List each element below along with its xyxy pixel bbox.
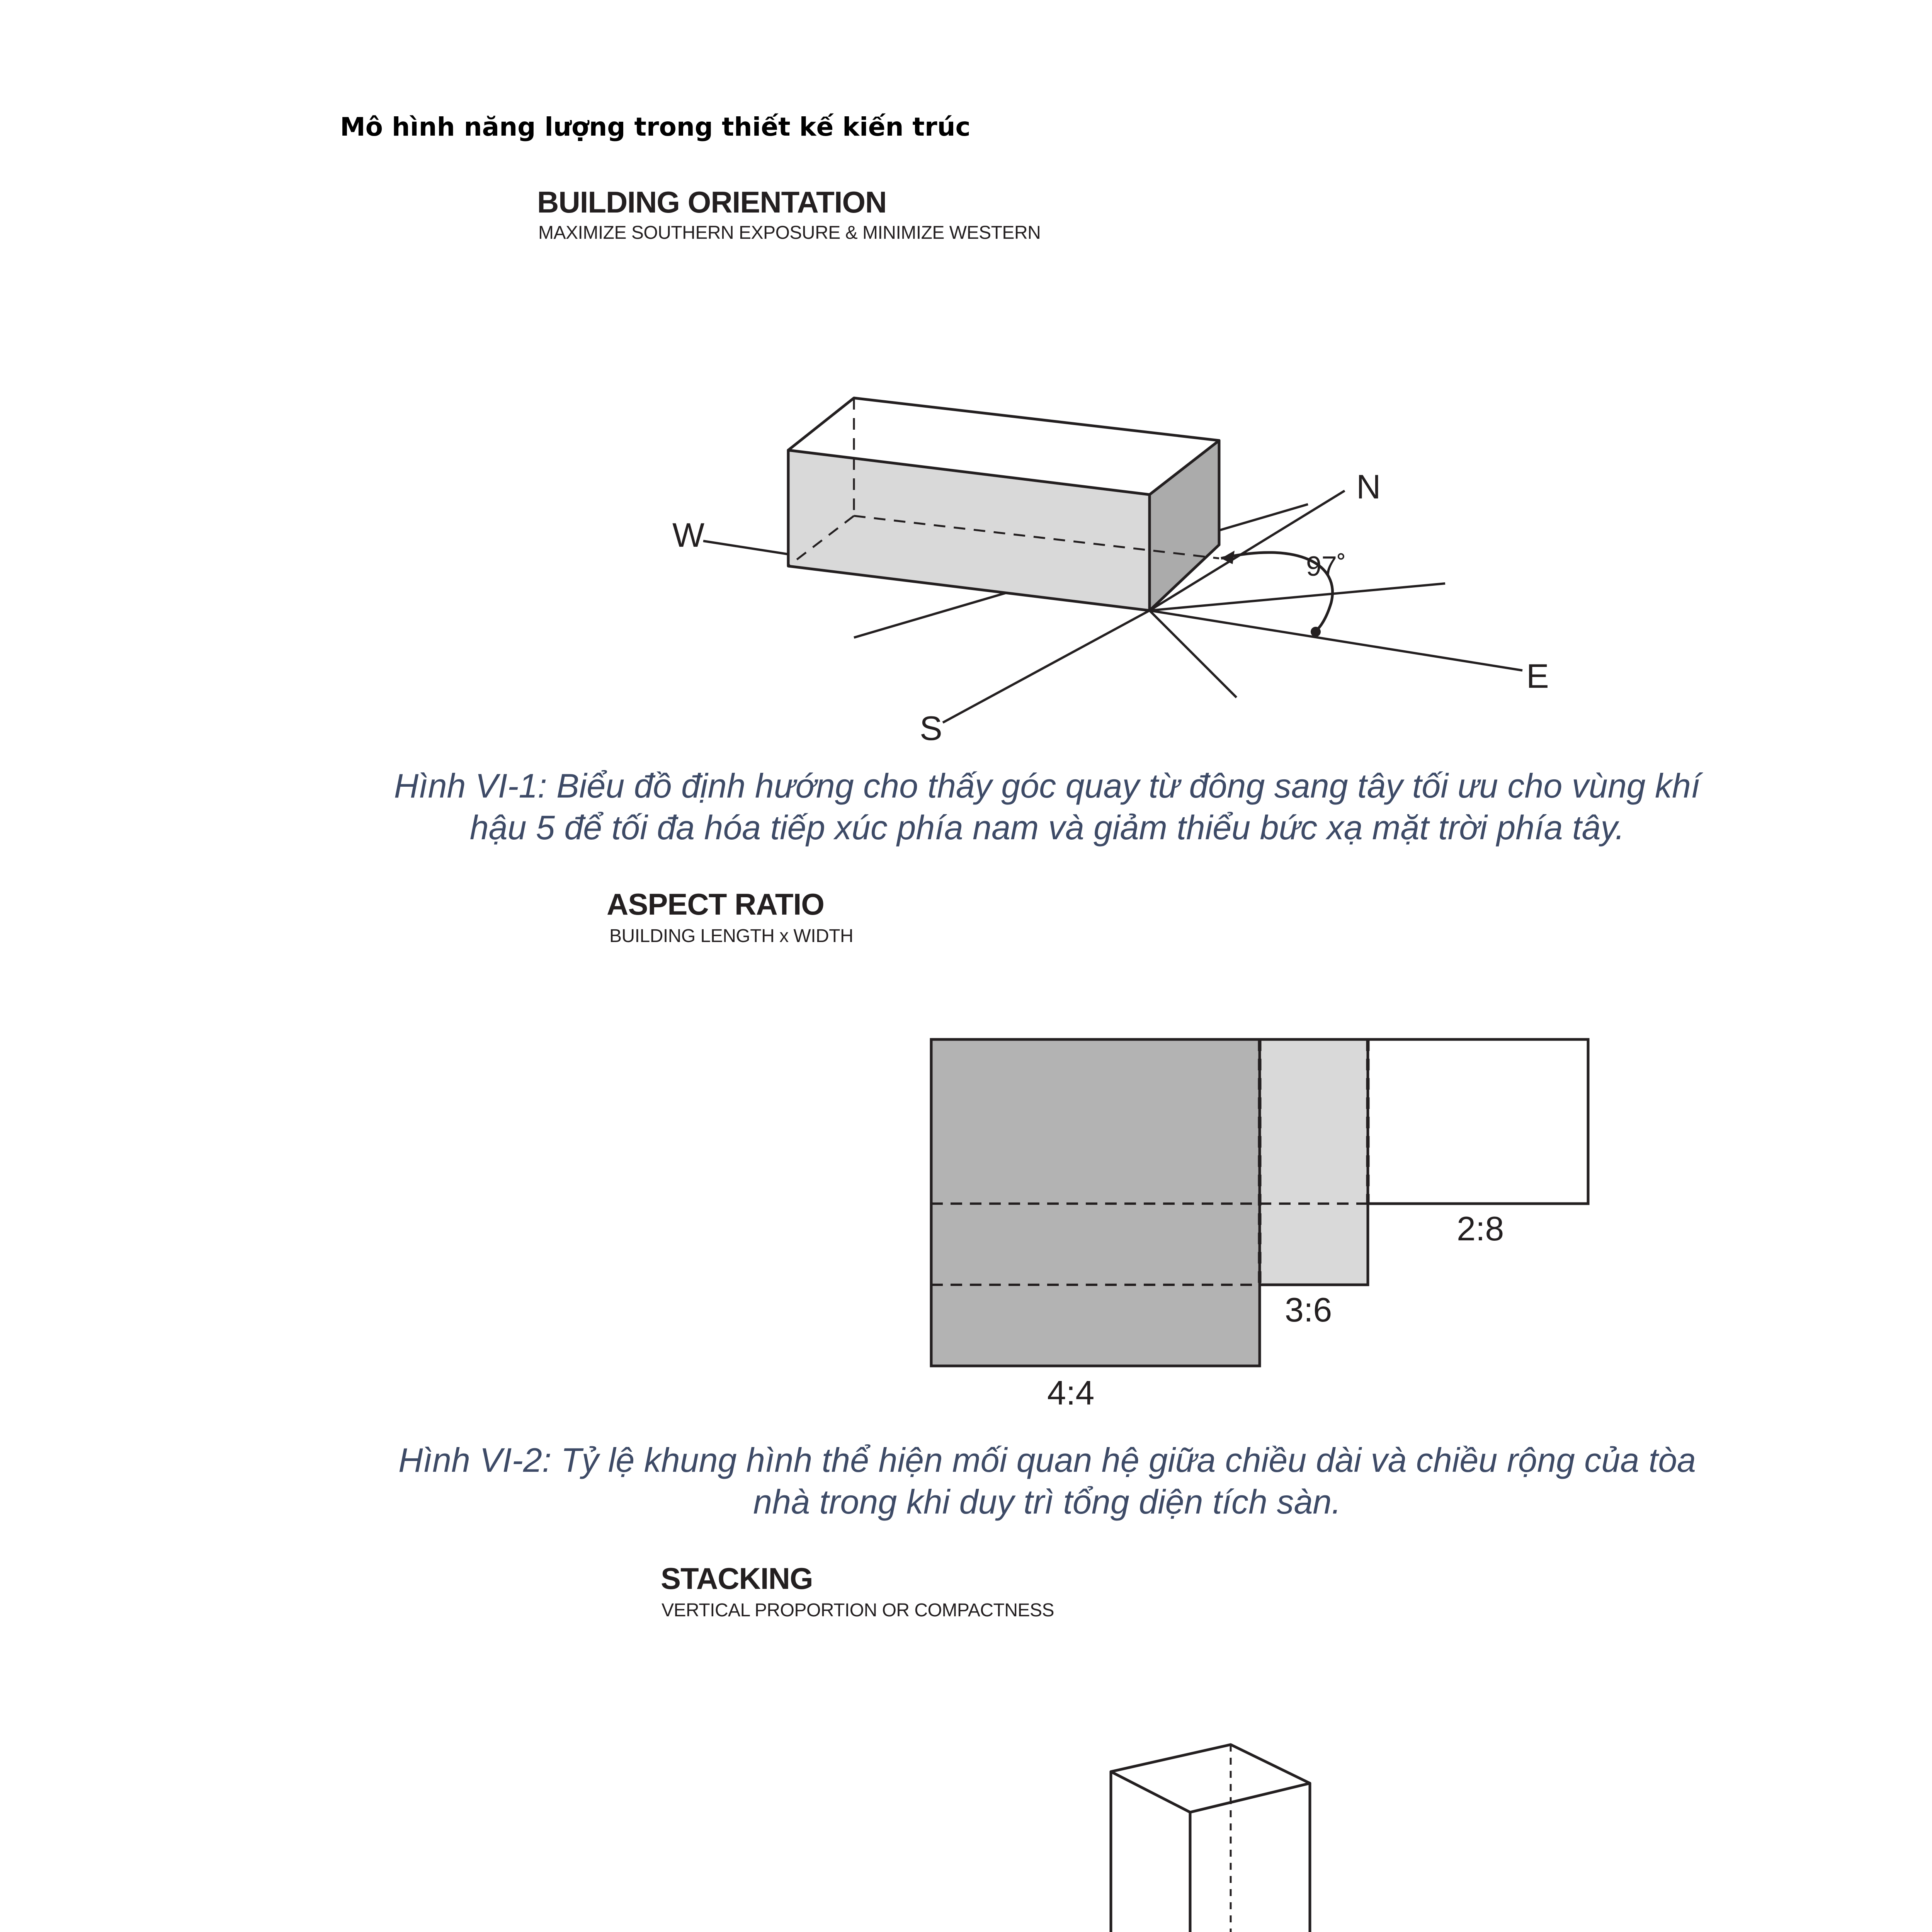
running-header: Mô hình năng lượng trong thiết kế kiến trúc	[340, 112, 971, 142]
arc-pivot-dot	[1311, 627, 1321, 637]
figure1-subtitle: MAXIMIZE SOUTHERN EXPOSURE & MINIMIZE WESTERN	[538, 223, 1041, 243]
figure1-caption-line2: hậu 5 để tối đa hóa tiếp xúc phía nam và giảm thiểu bức xạ mặt trời phía tây.	[469, 808, 1625, 847]
ratio-label-4-4: 4:4	[1047, 1374, 1095, 1412]
figure1-caption	[340, 765, 1754, 849]
aspect-ratio-diagram	[0, 1005, 1932, 1430]
figure1-title: BUILDING ORIENTATION	[537, 185, 887, 219]
building-orientation-diagram	[0, 0, 1932, 773]
stacking-diagram	[0, 1700, 1932, 1932]
west-label: W	[672, 516, 705, 554]
ratio-label-2-8: 2:8	[1457, 1209, 1504, 1248]
south-label: S	[920, 709, 942, 747]
figure2-caption-line1: Hình VI-2: Tỷ lệ khung hình thể hiện mối quan hệ giữa chiều dài và chiều rộng của tòa	[398, 1441, 1696, 1479]
east-label: E	[1526, 657, 1549, 695]
figure2-subtitle: BUILDING LENGTH x WIDTH	[609, 926, 854, 946]
figure3-subtitle: VERTICAL PROPORTION OR COMPACTNESS	[662, 1600, 1054, 1621]
top-tower	[1111, 1745, 1310, 1932]
ratio-label-3-6: 3:6	[1285, 1291, 1332, 1329]
figure2-caption-line2: nhà trong khi duy trì tổng diện tích sàn.	[753, 1483, 1341, 1521]
figure2-title: ASPECT RATIO	[607, 887, 824, 921]
north-label: N	[1356, 468, 1381, 506]
angle-label: 97˚	[1306, 551, 1347, 582]
figure1-caption-line1: Hình VI-1: Biểu đồ định hướng cho thấy góc quay từ đông sang tây tối ưu cho vùng khí	[394, 767, 1701, 805]
figure3-title: STACKING	[661, 1561, 813, 1595]
building-box	[788, 398, 1219, 611]
figure2-caption	[340, 1439, 1754, 1523]
